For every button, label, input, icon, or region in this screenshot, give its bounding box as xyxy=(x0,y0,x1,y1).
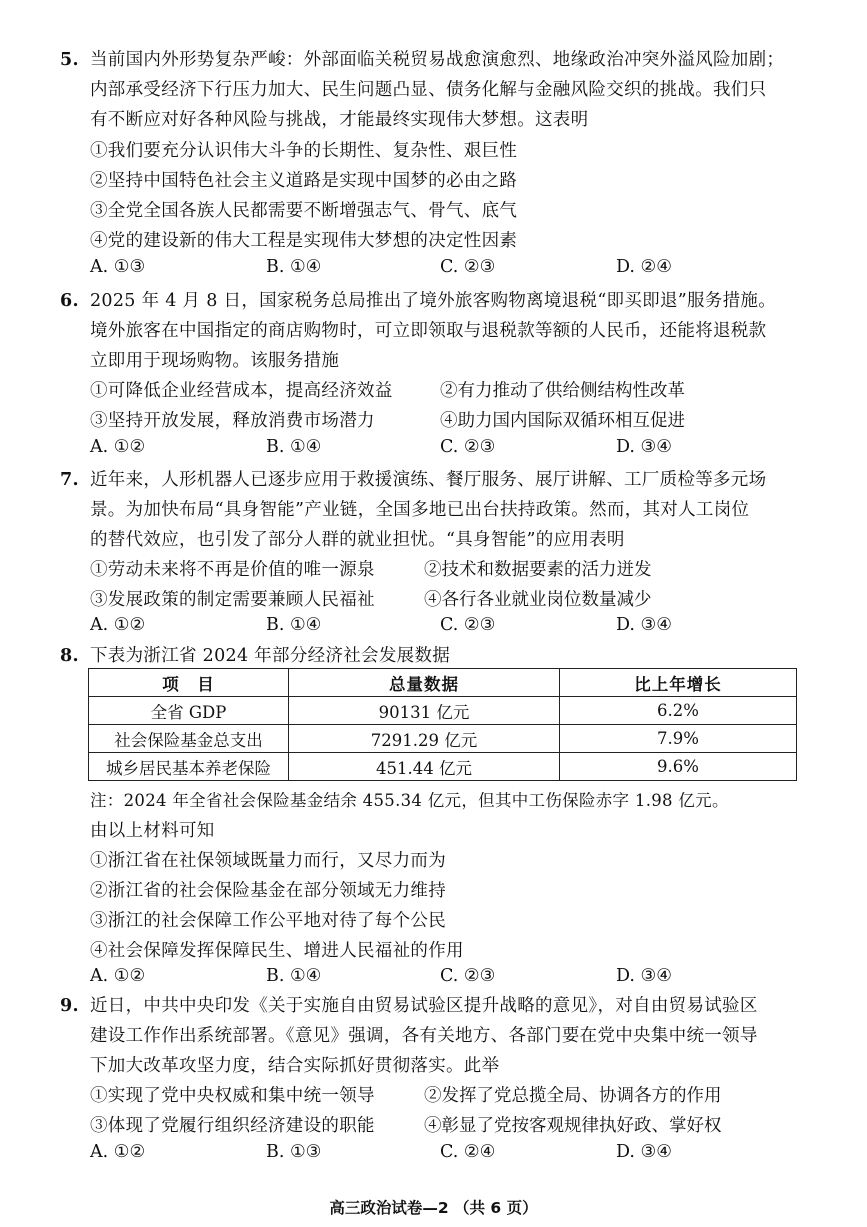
data-table xyxy=(88,668,797,781)
question-number: 8. xyxy=(60,646,79,666)
answer-option-c: C. ②③ xyxy=(440,615,496,635)
answer-option-b: B. ①③ xyxy=(266,1142,322,1162)
question-stem-line: 内部承受经济下行压力加大、民生问题凸显、债务化解与金融风险交织的挑战。我们只 xyxy=(90,80,767,100)
statement-item: ③坚持开放发展，释放消费市场潜力 xyxy=(90,411,375,431)
table-header-cell: 总量数据 xyxy=(289,669,560,697)
question-stem-line: 6. 2025 年 4 月 8 日，国家税务总局推出了境外旅客购物离境退税“即买即退”服务措施。 xyxy=(60,291,777,311)
question-stem-line: 由以上材料可知 xyxy=(90,821,215,841)
question-stem-line: 有不断应对好各种风险与挑战，才能最终实现伟大梦想。这表明 xyxy=(90,110,589,130)
table-header-cell: 项 目 xyxy=(89,669,289,697)
answer-option-b: B. ①④ xyxy=(266,437,322,457)
statement-item: ③全党全国各族人民都需要不断增强志气、骨气、底气 xyxy=(90,201,518,221)
question-number: 7. xyxy=(60,470,79,490)
statement-item: ②技术和数据要素的活力迸发 xyxy=(424,560,652,580)
table-row xyxy=(89,697,797,725)
table-cell: 6.2% xyxy=(560,697,797,725)
question-number: 6. xyxy=(60,291,79,311)
answer-option-d: D. ③④ xyxy=(616,615,672,635)
table-header-row xyxy=(89,669,797,697)
answer-option-a: A. ①③ xyxy=(90,257,146,277)
question-stem-line: 7. 近年来，人形机器人已逐步应用于救援演练、餐厅服务、展厅讲解、工厂质检等多元场 xyxy=(60,470,767,490)
answer-option-a: A. ①② xyxy=(90,437,146,457)
table-cell: 9.6% xyxy=(560,753,797,781)
question-stem-line: 下加大改革攻坚力度，结合实际抓好贯彻落实。此举 xyxy=(90,1056,500,1076)
question-stem-line: 8. 下表为浙江省 2024 年部分经济社会发展数据 xyxy=(60,646,451,666)
statement-item: ④助力国内国际双循环相互促进 xyxy=(440,411,685,431)
answer-option-b: B. ①④ xyxy=(266,257,322,277)
answer-option-a: A. ①② xyxy=(90,1142,146,1162)
statement-item: ①我们要充分认识伟大斗争的长期性、复杂性、艰巨性 xyxy=(90,141,518,161)
question-stem-line: 9. 近日，中共中央印发《关于实施自由贸易试验区提升战略的意见》，对自由贸易试验区 xyxy=(60,996,758,1016)
question-number: 9. xyxy=(60,996,79,1016)
statement-item: ④党的建设新的伟大工程是实现伟大梦想的决定性因素 xyxy=(90,231,518,251)
question-stem-line: 的替代效应，也引发了部分人群的就业担忧。“具身智能”的应用表明 xyxy=(90,530,625,550)
answer-option-b: B. ①④ xyxy=(266,615,322,635)
table-cell: 7291.29 亿元 xyxy=(289,725,560,753)
table-row xyxy=(89,753,797,781)
statement-item: ①劳动未来将不再是价值的唯一源泉 xyxy=(90,560,375,580)
answer-option-d: D. ③④ xyxy=(616,1142,672,1162)
table-row xyxy=(89,725,797,753)
statement-item: ②发挥了党总揽全局、协调各方的作用 xyxy=(424,1086,722,1106)
statement-item: ②坚持中国特色社会主义道路是实现中国梦的必由之路 xyxy=(90,171,518,191)
table-cell: 7.9% xyxy=(560,725,797,753)
statement-item: ③发展政策的制定需要兼顾人民福祉 xyxy=(90,590,375,610)
table-cell: 90131 亿元 xyxy=(289,697,560,725)
answer-option-a: A. ①② xyxy=(90,966,146,986)
question-number: 5. xyxy=(60,50,79,70)
statement-item: ③体现了党履行组织经济建设的职能 xyxy=(90,1116,375,1136)
statement-item: ④各行各业就业岗位数量减少 xyxy=(424,590,652,610)
question-stem-line: 景。为加快布局“具身智能”产业链，全国多地已出台扶持政策。然而，其对人工岗位 xyxy=(90,500,750,520)
answer-option-d: D. ③④ xyxy=(616,966,672,986)
statement-item: ①可降低企业经营成本，提高经济效益 xyxy=(90,381,393,401)
statement-item: ②浙江省的社会保险基金在部分领域无力维持 xyxy=(90,881,446,901)
statement-item: ①实现了党中央权威和集中统一领导 xyxy=(90,1086,375,1106)
answer-option-c: C. ②③ xyxy=(440,437,496,457)
question-stem-line: 建设工作作出系统部署。《意见》强调，各有关地方、各部门要在党中央集中统一领导 xyxy=(90,1026,758,1046)
page-footer: 高三政治试卷—2 （共 6 页） xyxy=(329,1199,538,1217)
question-stem-line: 5. 当前国内外形势复杂严峻：外部面临关税贸易战愈演愈烈、地缘政治冲突外溢风险加剧； xyxy=(60,50,785,70)
answer-option-c: C. ②③ xyxy=(440,257,496,277)
answer-option-d: D. ③④ xyxy=(616,437,672,457)
table-note: 注：2024 年全省社会保险基金结余 455.34 亿元，但其中工伤保险赤字 1.98 亿元。 xyxy=(90,791,729,810)
table-cell: 城乡居民基本养老保险 xyxy=(89,753,289,781)
statement-item: ④社会保障发挥保障民生、增进人民福祉的作用 xyxy=(90,941,464,961)
statement-item: ③浙江的社会保障工作公平地对待了每个公民 xyxy=(90,911,446,931)
answer-option-c: C. ②④ xyxy=(440,1142,496,1162)
table-cell: 451.44 亿元 xyxy=(289,753,560,781)
answer-option-c: C. ②③ xyxy=(440,966,496,986)
question-stem-line: 境外旅客在中国指定的商店购物时，可立即领取与退税款等额的人民币，还能将退税款 xyxy=(90,321,767,341)
answer-option-a: A. ①② xyxy=(90,615,146,635)
statement-item: ②有力推动了供给侧结构性改革 xyxy=(440,381,685,401)
table-header-cell: 比上年增长 xyxy=(560,669,797,697)
table-cell: 社会保险基金总支出 xyxy=(89,725,289,753)
question-stem-line: 立即用于现场购物。该服务措施 xyxy=(90,351,340,371)
table-cell: 全省 GDP xyxy=(89,697,289,725)
statement-item: ①浙江省在社保领域既量力而行，又尽力而为 xyxy=(90,851,446,871)
answer-option-b: B. ①④ xyxy=(266,966,322,986)
statement-item: ④彰显了党按客观规律执好政、掌好权 xyxy=(424,1116,722,1136)
answer-option-d: D. ②④ xyxy=(616,257,672,277)
